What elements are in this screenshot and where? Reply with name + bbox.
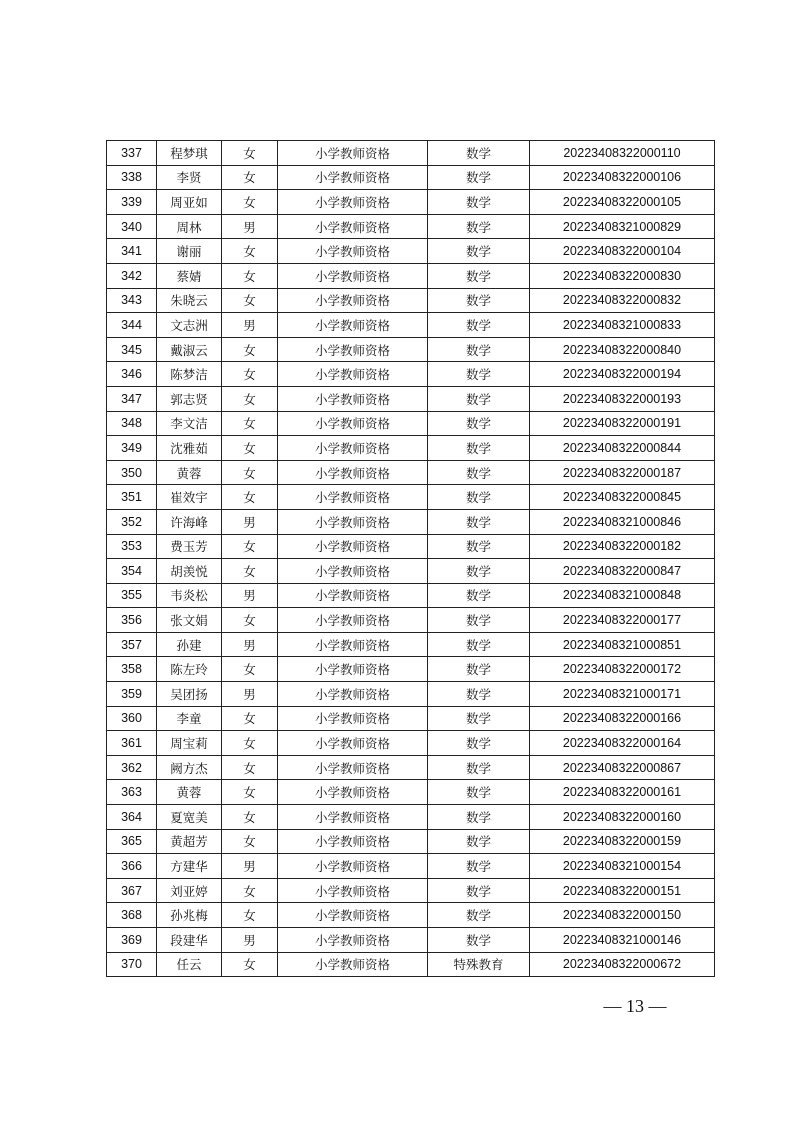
gender-cell: 男 bbox=[222, 509, 278, 534]
subject-cell: 数学 bbox=[428, 411, 530, 436]
certificate-id-cell: 20223408321000829 bbox=[530, 214, 715, 239]
name-cell: 韦炎松 bbox=[157, 583, 222, 608]
gender-cell: 女 bbox=[222, 411, 278, 436]
row-number-cell: 346 bbox=[107, 362, 157, 387]
gender-cell: 女 bbox=[222, 657, 278, 682]
subject-cell: 数学 bbox=[428, 559, 530, 584]
row-number-cell: 339 bbox=[107, 190, 157, 215]
row-number-cell: 355 bbox=[107, 583, 157, 608]
gender-cell: 女 bbox=[222, 239, 278, 264]
row-number-cell: 349 bbox=[107, 436, 157, 461]
row-number-cell: 354 bbox=[107, 559, 157, 584]
qualification-cell: 小学教师资格 bbox=[278, 731, 428, 756]
qualification-cell: 小学教师资格 bbox=[278, 436, 428, 461]
certificate-roster-table bbox=[106, 140, 715, 977]
qualification-cell: 小学教师资格 bbox=[278, 362, 428, 387]
table-row bbox=[107, 509, 715, 534]
row-number-cell: 341 bbox=[107, 239, 157, 264]
gender-cell: 女 bbox=[222, 780, 278, 805]
gender-cell: 女 bbox=[222, 706, 278, 731]
subject-cell: 数学 bbox=[428, 190, 530, 215]
row-number-cell: 356 bbox=[107, 608, 157, 633]
subject-cell: 数学 bbox=[428, 854, 530, 879]
subject-cell: 数学 bbox=[428, 386, 530, 411]
row-number-cell: 340 bbox=[107, 214, 157, 239]
subject-cell: 数学 bbox=[428, 583, 530, 608]
table-row bbox=[107, 682, 715, 707]
subject-cell: 数学 bbox=[428, 805, 530, 830]
table-row bbox=[107, 632, 715, 657]
name-cell: 李贤 bbox=[157, 165, 222, 190]
gender-cell: 女 bbox=[222, 190, 278, 215]
table-row bbox=[107, 460, 715, 485]
qualification-cell: 小学教师资格 bbox=[278, 952, 428, 977]
certificate-id-cell: 20223408322000832 bbox=[530, 288, 715, 313]
subject-cell: 数学 bbox=[428, 337, 530, 362]
qualification-cell: 小学教师资格 bbox=[278, 460, 428, 485]
row-number-cell: 342 bbox=[107, 263, 157, 288]
subject-cell: 数学 bbox=[428, 239, 530, 264]
name-cell: 陈梦洁 bbox=[157, 362, 222, 387]
row-number-cell: 345 bbox=[107, 337, 157, 362]
qualification-cell: 小学教师资格 bbox=[278, 411, 428, 436]
name-cell: 沈雅茹 bbox=[157, 436, 222, 461]
name-cell: 陈左玲 bbox=[157, 657, 222, 682]
gender-cell: 男 bbox=[222, 632, 278, 657]
certificate-id-cell: 20223408321000848 bbox=[530, 583, 715, 608]
gender-cell: 女 bbox=[222, 559, 278, 584]
row-number-cell: 353 bbox=[107, 534, 157, 559]
qualification-cell: 小学教师资格 bbox=[278, 608, 428, 633]
certificate-id-cell: 20223408322000847 bbox=[530, 559, 715, 584]
qualification-cell: 小学教师资格 bbox=[278, 141, 428, 166]
table-row bbox=[107, 534, 715, 559]
table-row bbox=[107, 485, 715, 510]
qualification-cell: 小学教师资格 bbox=[278, 288, 428, 313]
subject-cell: 特殊教育 bbox=[428, 952, 530, 977]
table-row bbox=[107, 706, 715, 731]
gender-cell: 女 bbox=[222, 903, 278, 928]
row-number-cell: 367 bbox=[107, 878, 157, 903]
row-number-cell: 343 bbox=[107, 288, 157, 313]
qualification-cell: 小学教师资格 bbox=[278, 214, 428, 239]
qualification-cell: 小学教师资格 bbox=[278, 854, 428, 879]
certificate-id-cell: 20223408322000867 bbox=[530, 755, 715, 780]
certificate-id-cell: 20223408322000177 bbox=[530, 608, 715, 633]
gender-cell: 女 bbox=[222, 362, 278, 387]
gender-cell: 女 bbox=[222, 805, 278, 830]
gender-cell: 女 bbox=[222, 731, 278, 756]
subject-cell: 数学 bbox=[428, 460, 530, 485]
gender-cell: 男 bbox=[222, 313, 278, 338]
row-number-cell: 350 bbox=[107, 460, 157, 485]
certificate-id-cell: 20223408322000845 bbox=[530, 485, 715, 510]
name-cell: 崔效宇 bbox=[157, 485, 222, 510]
gender-cell: 男 bbox=[222, 854, 278, 879]
table-row bbox=[107, 854, 715, 879]
certificate-id-cell: 20223408322000844 bbox=[530, 436, 715, 461]
qualification-cell: 小学教师资格 bbox=[278, 386, 428, 411]
name-cell: 张文娟 bbox=[157, 608, 222, 633]
subject-cell: 数学 bbox=[428, 485, 530, 510]
gender-cell: 女 bbox=[222, 288, 278, 313]
table-row bbox=[107, 165, 715, 190]
table-row bbox=[107, 755, 715, 780]
gender-cell: 男 bbox=[222, 682, 278, 707]
subject-cell: 数学 bbox=[428, 731, 530, 756]
gender-cell: 女 bbox=[222, 829, 278, 854]
gender-cell: 女 bbox=[222, 608, 278, 633]
name-cell: 胡羡悦 bbox=[157, 559, 222, 584]
table-row bbox=[107, 411, 715, 436]
name-cell: 文志洲 bbox=[157, 313, 222, 338]
row-number-cell: 337 bbox=[107, 141, 157, 166]
row-number-cell: 357 bbox=[107, 632, 157, 657]
qualification-cell: 小学教师资格 bbox=[278, 313, 428, 338]
gender-cell: 女 bbox=[222, 952, 278, 977]
subject-cell: 数学 bbox=[428, 928, 530, 953]
name-cell: 谢丽 bbox=[157, 239, 222, 264]
subject-cell: 数学 bbox=[428, 755, 530, 780]
certificate-id-cell: 20223408322000150 bbox=[530, 903, 715, 928]
gender-cell: 女 bbox=[222, 436, 278, 461]
certificate-id-cell: 20223408321000154 bbox=[530, 854, 715, 879]
qualification-cell: 小学教师资格 bbox=[278, 755, 428, 780]
qualification-cell: 小学教师资格 bbox=[278, 657, 428, 682]
gender-cell: 女 bbox=[222, 337, 278, 362]
name-cell: 蔡婧 bbox=[157, 263, 222, 288]
name-cell: 段建华 bbox=[157, 928, 222, 953]
row-number-cell: 363 bbox=[107, 780, 157, 805]
gender-cell: 女 bbox=[222, 165, 278, 190]
qualification-cell: 小学教师资格 bbox=[278, 706, 428, 731]
qualification-cell: 小学教师资格 bbox=[278, 878, 428, 903]
subject-cell: 数学 bbox=[428, 608, 530, 633]
certificate-id-cell: 20223408321000146 bbox=[530, 928, 715, 953]
certificate-id-cell: 20223408321000851 bbox=[530, 632, 715, 657]
name-cell: 黄蓉 bbox=[157, 780, 222, 805]
subject-cell: 数学 bbox=[428, 780, 530, 805]
table-row bbox=[107, 928, 715, 953]
subject-cell: 数学 bbox=[428, 214, 530, 239]
table-row bbox=[107, 608, 715, 633]
subject-cell: 数学 bbox=[428, 288, 530, 313]
gender-cell: 女 bbox=[222, 386, 278, 411]
subject-cell: 数学 bbox=[428, 165, 530, 190]
gender-cell: 女 bbox=[222, 534, 278, 559]
name-cell: 朱晓云 bbox=[157, 288, 222, 313]
row-number-cell: 351 bbox=[107, 485, 157, 510]
name-cell: 周亚如 bbox=[157, 190, 222, 215]
name-cell: 费玉芳 bbox=[157, 534, 222, 559]
table-row bbox=[107, 239, 715, 264]
gender-cell: 女 bbox=[222, 263, 278, 288]
table-row bbox=[107, 313, 715, 338]
subject-cell: 数学 bbox=[428, 263, 530, 288]
certificate-id-cell: 20223408322000110 bbox=[530, 141, 715, 166]
certificate-id-cell: 20223408322000830 bbox=[530, 263, 715, 288]
qualification-cell: 小学教师资格 bbox=[278, 509, 428, 534]
qualification-cell: 小学教师资格 bbox=[278, 903, 428, 928]
row-number-cell: 368 bbox=[107, 903, 157, 928]
certificate-id-cell: 20223408322000106 bbox=[530, 165, 715, 190]
name-cell: 黄蓉 bbox=[157, 460, 222, 485]
certificate-id-cell: 20223408322000194 bbox=[530, 362, 715, 387]
table-row bbox=[107, 805, 715, 830]
certificate-id-cell: 20223408322000182 bbox=[530, 534, 715, 559]
table-row bbox=[107, 878, 715, 903]
row-number-cell: 352 bbox=[107, 509, 157, 534]
row-number-cell: 338 bbox=[107, 165, 157, 190]
table-row bbox=[107, 731, 715, 756]
certificate-id-cell: 20223408321000171 bbox=[530, 682, 715, 707]
qualification-cell: 小学教师资格 bbox=[278, 805, 428, 830]
gender-cell: 男 bbox=[222, 214, 278, 239]
table-row bbox=[107, 190, 715, 215]
qualification-cell: 小学教师资格 bbox=[278, 829, 428, 854]
subject-cell: 数学 bbox=[428, 509, 530, 534]
table-row bbox=[107, 780, 715, 805]
row-number-cell: 364 bbox=[107, 805, 157, 830]
name-cell: 刘亚婷 bbox=[157, 878, 222, 903]
certificate-id-cell: 20223408322000166 bbox=[530, 706, 715, 731]
name-cell: 孙兆梅 bbox=[157, 903, 222, 928]
qualification-cell: 小学教师资格 bbox=[278, 583, 428, 608]
certificate-id-cell: 20223408322000160 bbox=[530, 805, 715, 830]
table-row bbox=[107, 386, 715, 411]
certificate-id-cell: 20223408322000104 bbox=[530, 239, 715, 264]
name-cell: 方建华 bbox=[157, 854, 222, 879]
name-cell: 黄超芳 bbox=[157, 829, 222, 854]
row-number-cell: 347 bbox=[107, 386, 157, 411]
name-cell: 郭志贤 bbox=[157, 386, 222, 411]
qualification-cell: 小学教师资格 bbox=[278, 632, 428, 657]
row-number-cell: 359 bbox=[107, 682, 157, 707]
table-row bbox=[107, 288, 715, 313]
table-row bbox=[107, 263, 715, 288]
gender-cell: 女 bbox=[222, 878, 278, 903]
subject-cell: 数学 bbox=[428, 362, 530, 387]
certificate-id-cell: 20223408321000833 bbox=[530, 313, 715, 338]
certificate-id-cell: 20223408321000846 bbox=[530, 509, 715, 534]
table-row bbox=[107, 952, 715, 977]
gender-cell: 男 bbox=[222, 583, 278, 608]
certificate-id-cell: 20223408322000840 bbox=[530, 337, 715, 362]
qualification-cell: 小学教师资格 bbox=[278, 485, 428, 510]
row-number-cell: 348 bbox=[107, 411, 157, 436]
table-row bbox=[107, 362, 715, 387]
name-cell: 程梦琪 bbox=[157, 141, 222, 166]
qualification-cell: 小学教师资格 bbox=[278, 337, 428, 362]
certificate-id-cell: 20223408322000105 bbox=[530, 190, 715, 215]
subject-cell: 数学 bbox=[428, 706, 530, 731]
subject-cell: 数学 bbox=[428, 141, 530, 166]
certificate-id-cell: 20223408322000191 bbox=[530, 411, 715, 436]
row-number-cell: 344 bbox=[107, 313, 157, 338]
name-cell: 夏宽美 bbox=[157, 805, 222, 830]
table-row bbox=[107, 436, 715, 461]
row-number-cell: 360 bbox=[107, 706, 157, 731]
table-row bbox=[107, 583, 715, 608]
qualification-cell: 小学教师资格 bbox=[278, 190, 428, 215]
roster-body bbox=[107, 141, 715, 977]
subject-cell: 数学 bbox=[428, 632, 530, 657]
subject-cell: 数学 bbox=[428, 657, 530, 682]
name-cell: 李文洁 bbox=[157, 411, 222, 436]
subject-cell: 数学 bbox=[428, 878, 530, 903]
page-number: — 13 — bbox=[603, 996, 667, 1016]
qualification-cell: 小学教师资格 bbox=[278, 534, 428, 559]
subject-cell: 数学 bbox=[428, 682, 530, 707]
row-number-cell: 361 bbox=[107, 731, 157, 756]
name-cell: 周林 bbox=[157, 214, 222, 239]
table-row bbox=[107, 657, 715, 682]
row-number-cell: 366 bbox=[107, 854, 157, 879]
qualification-cell: 小学教师资格 bbox=[278, 559, 428, 584]
name-cell: 阙方杰 bbox=[157, 755, 222, 780]
qualification-cell: 小学教师资格 bbox=[278, 780, 428, 805]
gender-cell: 女 bbox=[222, 755, 278, 780]
name-cell: 戴淑云 bbox=[157, 337, 222, 362]
row-number-cell: 369 bbox=[107, 928, 157, 953]
qualification-cell: 小学教师资格 bbox=[278, 928, 428, 953]
qualification-cell: 小学教师资格 bbox=[278, 263, 428, 288]
table-row bbox=[107, 141, 715, 166]
certificate-id-cell: 20223408322000164 bbox=[530, 731, 715, 756]
table-row bbox=[107, 214, 715, 239]
qualification-cell: 小学教师资格 bbox=[278, 239, 428, 264]
subject-cell: 数学 bbox=[428, 829, 530, 854]
row-number-cell: 358 bbox=[107, 657, 157, 682]
subject-cell: 数学 bbox=[428, 903, 530, 928]
name-cell: 任云 bbox=[157, 952, 222, 977]
name-cell: 李童 bbox=[157, 706, 222, 731]
subject-cell: 数学 bbox=[428, 436, 530, 461]
gender-cell: 女 bbox=[222, 460, 278, 485]
certificate-id-cell: 20223408322000672 bbox=[530, 952, 715, 977]
name-cell: 吴团扬 bbox=[157, 682, 222, 707]
subject-cell: 数学 bbox=[428, 534, 530, 559]
gender-cell: 女 bbox=[222, 485, 278, 510]
table-row bbox=[107, 829, 715, 854]
gender-cell: 男 bbox=[222, 928, 278, 953]
certificate-id-cell: 20223408322000172 bbox=[530, 657, 715, 682]
name-cell: 孙建 bbox=[157, 632, 222, 657]
table-row bbox=[107, 903, 715, 928]
gender-cell: 女 bbox=[222, 141, 278, 166]
name-cell: 周宝莉 bbox=[157, 731, 222, 756]
table-row bbox=[107, 337, 715, 362]
qualification-cell: 小学教师资格 bbox=[278, 165, 428, 190]
certificate-id-cell: 20223408322000193 bbox=[530, 386, 715, 411]
row-number-cell: 362 bbox=[107, 755, 157, 780]
certificate-id-cell: 20223408322000151 bbox=[530, 878, 715, 903]
certificate-id-cell: 20223408322000187 bbox=[530, 460, 715, 485]
certificate-id-cell: 20223408322000159 bbox=[530, 829, 715, 854]
name-cell: 许海峰 bbox=[157, 509, 222, 534]
row-number-cell: 365 bbox=[107, 829, 157, 854]
certificate-id-cell: 20223408322000161 bbox=[530, 780, 715, 805]
qualification-cell: 小学教师资格 bbox=[278, 682, 428, 707]
table-row bbox=[107, 559, 715, 584]
row-number-cell: 370 bbox=[107, 952, 157, 977]
subject-cell: 数学 bbox=[428, 313, 530, 338]
